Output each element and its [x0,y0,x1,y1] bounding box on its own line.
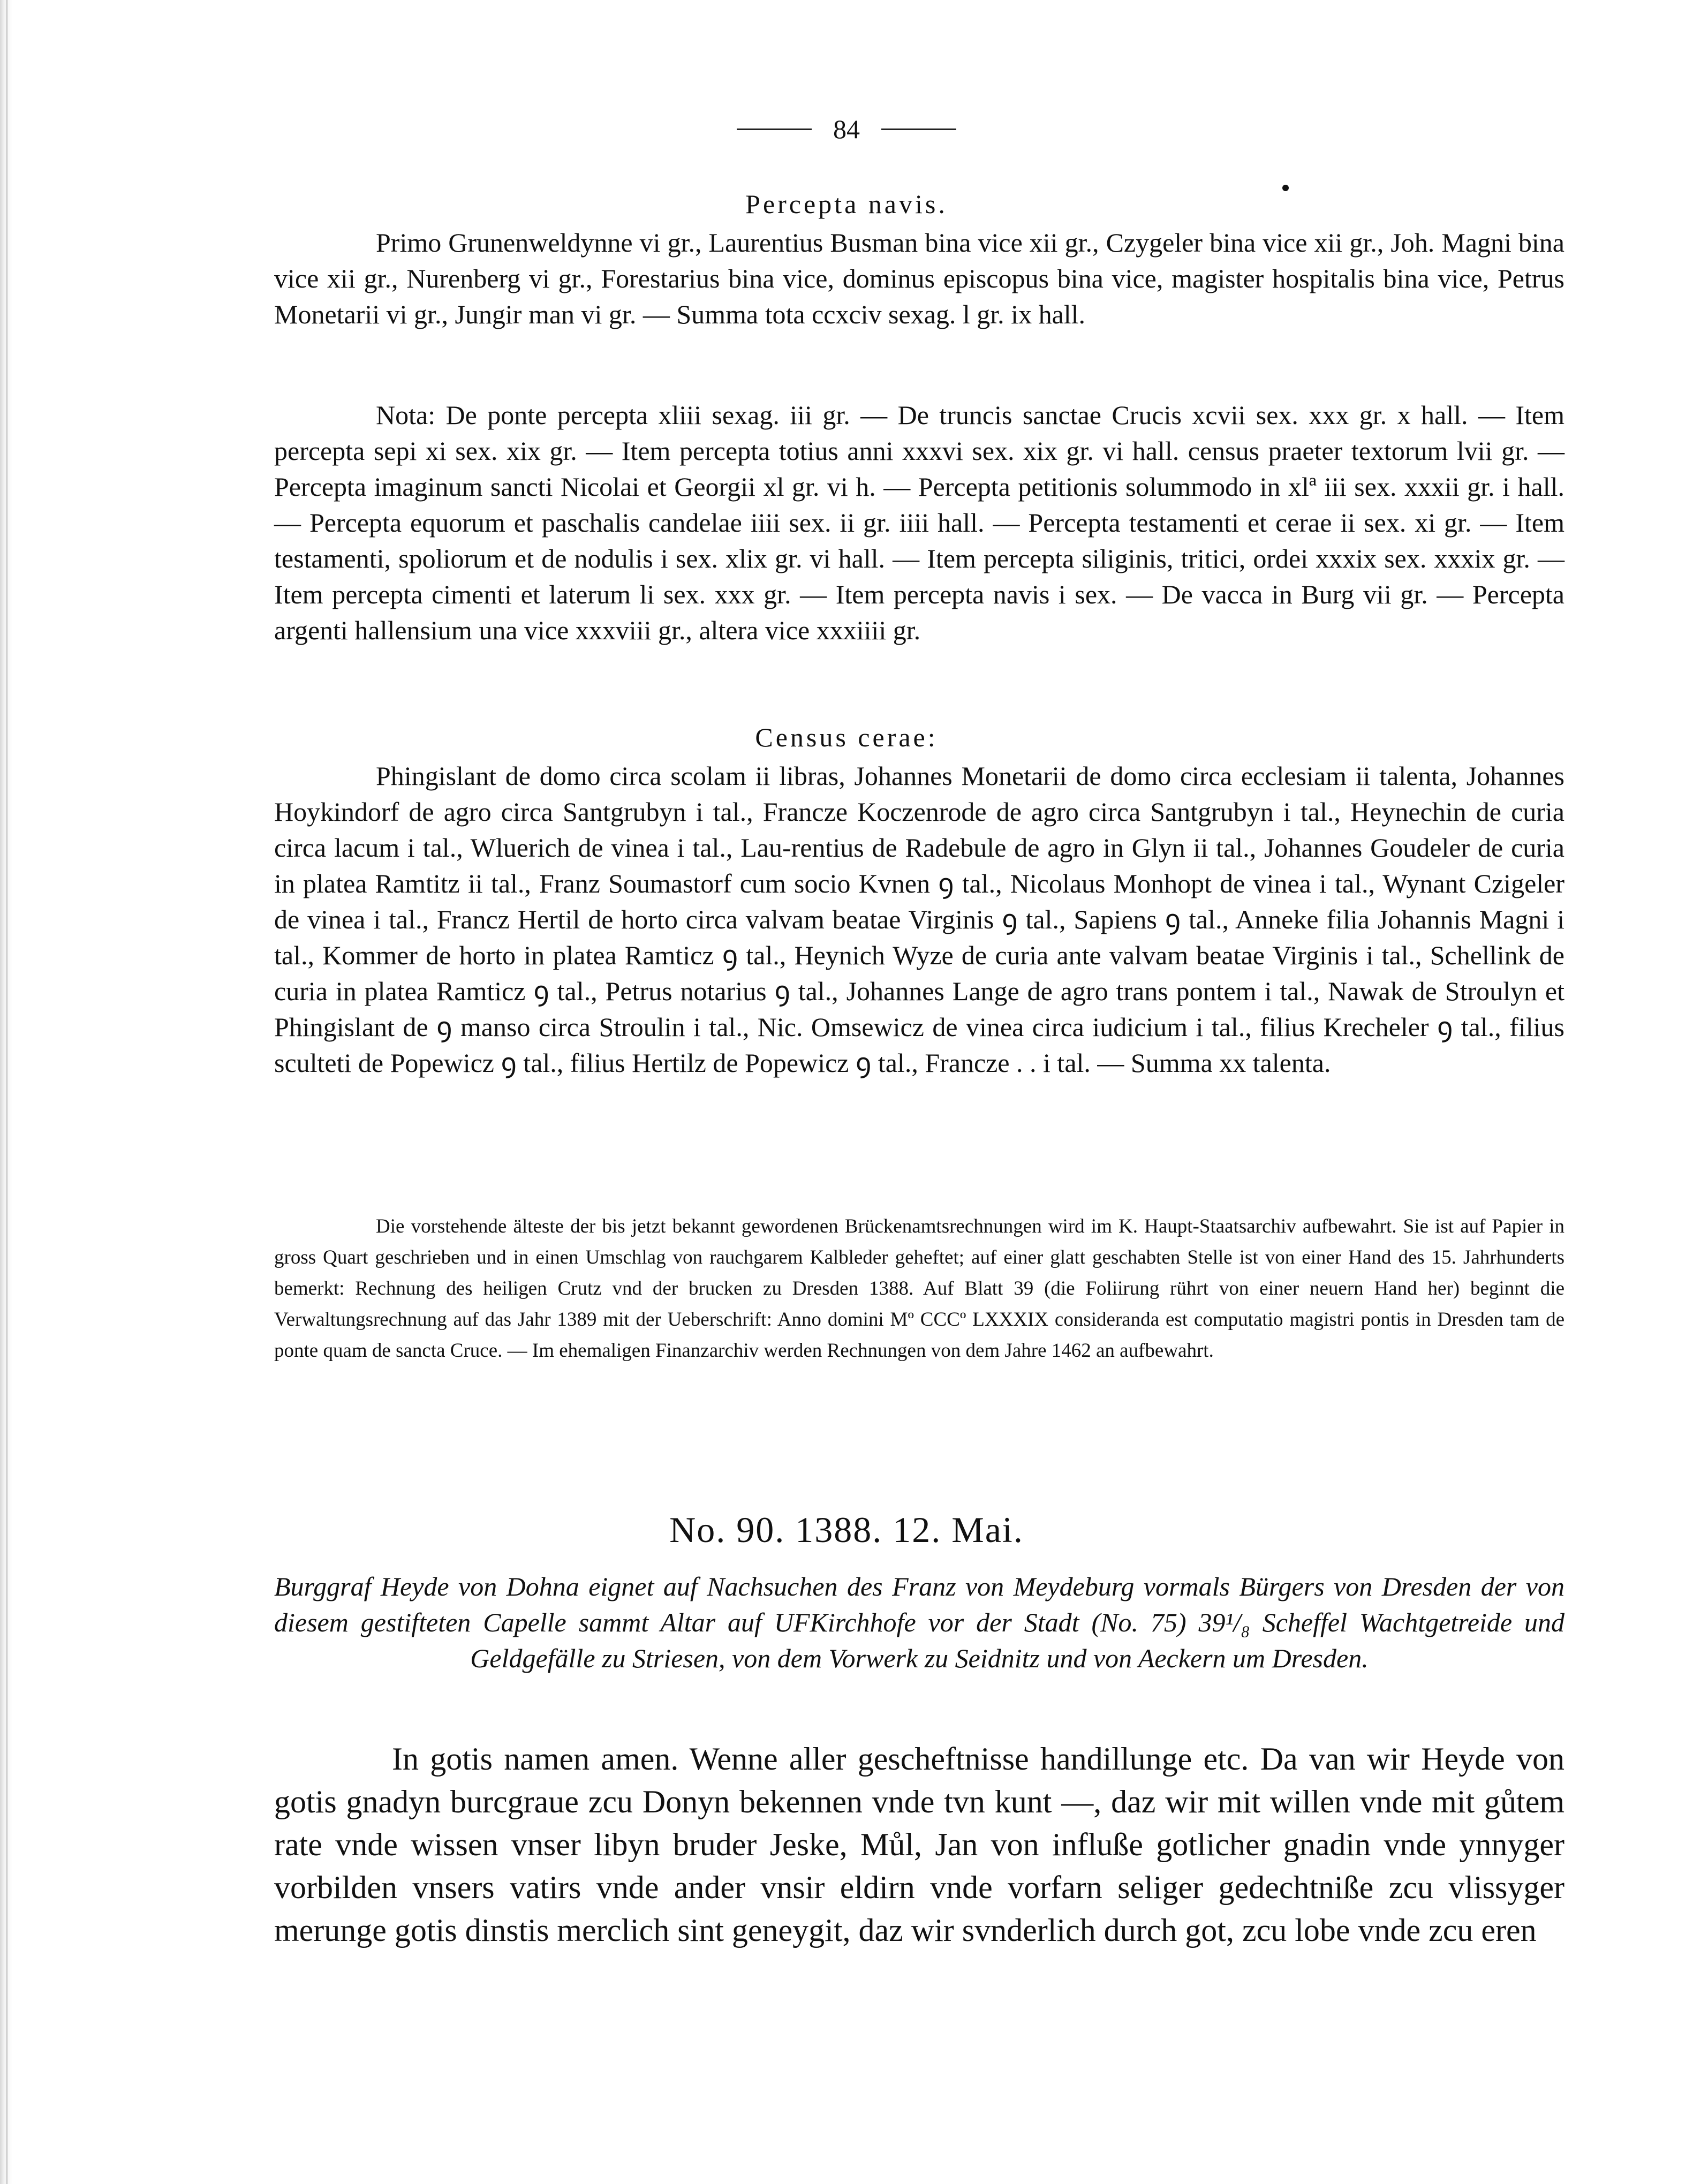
page-header [0,114,1693,145]
document-title: No. 90. 1388. 12. Mai. [669,1509,1024,1550]
nota-paragraph: Nota: De ponte percepta xliii sexag. iii gr. — De truncis sanctae Crucis xcvii sex. xxx gr. x hall. — Item percepta sepi xi sex. xix gr. — Item percepta totius anni xxxvi sex. xix gr. vi hall. census praeter textorum lvii gr. — Percepta imaginum sancti Nicolai et Georgii xl gr. vi h. — Percepta petitionis solummodo in xlª iii sex. xxxii gr. i hall. — Percepta equorum et paschalis candelae iiii sex. ii gr. iiii hall. — Percepta testamenti et cerae ii sex. xi gr. — Item testamenti, spoliorum et de nodulis i sex. xlix gr. vi hall. — Item percepta siliginis, tritici, ordei xxxix sex. xxxix gr. — Item percepta cimenti et laterum li sex. xxx gr. — Item percepta navis i sex. — De vacca in Burg vii gr. — Percepta argenti hallensium una vice xxxviii gr., altera vice xxxiiii gr. [274,400,1564,645]
census-cerae-heading: Census cerae: [755,722,938,752]
scan-edge-shadow [0,0,21,2184]
page-number: 84 [833,114,860,144]
document-summary: Burggraf Heyde von Dohna eignet auf Nachsuchen des Franz von Meydeburg vormals Bürgers von Dresden der von diesem gestifteten Capelle sammt Altar auf UFKirchhofe vor der Stadt (No. 75) 39¹/₈ Scheffel Wachtgetreide und Geldgefälle zu Striesen, von dem Vorwerk zu Seidnitz und von Aeckern um Dresden. [274,1571,1564,1673]
header-dash-right [881,129,956,130]
header-dash-left [737,129,812,130]
charter-text: In gotis namen amen. Wenne aller gescheftnisse handillunge etc. Da van wir Heyde von gotis gnadyn burcgraue zcu Donyn bekennen vnde tvn kunt —, daz wir mit willen vnde mit gůtem rate vnde wissen vnser libyn bruder Jeske, Můl, Jan von influße gotlicher gnadin vnde ynnyger vorbilden vnsers vatirs vnde ander vnsir eldirn vnde vorfarn seliger gedechtniße zcu vlissyger merunge gotis dinstis merclich sint geneygit, daz wir svnderlich durch got, zcu lobe vnde zcu eren [274,1741,1564,1948]
percepta-navis-heading: Percepta navis. [745,189,948,219]
scan-edge-line [6,0,7,2184]
percepta-navis-paragraph: Primo Grunenweldynne vi gr., Laurentius Busman bina vice xii gr., Czygeler bina vice xii gr., Joh. Magni bina vice xii gr., Nurenberg vi gr., Forestarius bina vice, dominus episcopus bina vice, magister hospitalis bina vice, Petrus Monetarii vi gr., Jungir man vi gr. — Summa tota ccxciv sexag. l gr. ix hall. [274,228,1564,329]
census-cerae-paragraph: Phingislant de domo circa scolam ii libras, Johannes Monetarii de domo circa ecclesiam ii talenta, Johannes Hoykindorf de agro circa Santgrubyn i tal., Francze Koczenrode de agro circa Santgrubyn i tal., Heynechin de curia circa lacum i tal., Wluerich de vinea i tal., Lau-rentius de Radebule de agro in Glyn ii tal., Johannes Goudeler de curia in platea Ramtitz ii tal., Franz Soumastorf cum socio Kvnen ꝯ tal., Nicolaus Monhopt de vinea i tal., Wynant Czigeler de vinea i tal., Francz Hertil de horto circa valvam beatae Virginis ꝯ tal., Sapiens ꝯ tal., Anneke filia Johannis Magni i tal., Kommer de horto in platea Ramticz ꝯ tal., Heynich Wyze de curia ante valvam beatae Virginis i tal., Schellink de curia in platea Ramticz ꝯ tal., Petrus notarius ꝯ tal., Johannes Lange de agro trans pontem i tal., Nawak de Stroulyn et Phingislant de ꝯ manso circa Stroulin i tal., Nic. Omsewicz de vinea circa iudicium i tal., filius Krecheler ꝯ tal., filius sculteti de Popewicz ꝯ tal., filius Hertilz de Popewicz ꝯ tal., Francze . . i tal. — Summa xx talenta. [274,761,1564,1078]
archival-footnote: Die vorstehende älteste der bis jetzt bekannt gewordenen Brückenamtsrechnungen wird im K. Haupt-Staatsarchiv aufbewahrt. Sie ist auf Papier in gross Quart geschrieben und in einen Umschlag von rauchgarem Kalbleder geheftet; auf einer glatt geschabten Stelle ist von einer Hand des 15. Jahrhunderts bemerkt: Rechnung des heiligen Crutz vnd der brucken zu Dresden 1388. Auf Blatt 39 (die Foliirung rührt von einer neuern Hand her) beginnt die Verwaltungsrechnung auf das Jahr 1389 mit der Ueberschrift: Anno domini Mº CCCº LXXXIX consideranda est computatio magistri pontis in Dresden tam de ponte quam de sancta Cruce. — Im ehemaligen Finanzarchiv werden Rechnungen von dem Jahre 1462 an aufbewahrt. [274,1215,1564,1362]
